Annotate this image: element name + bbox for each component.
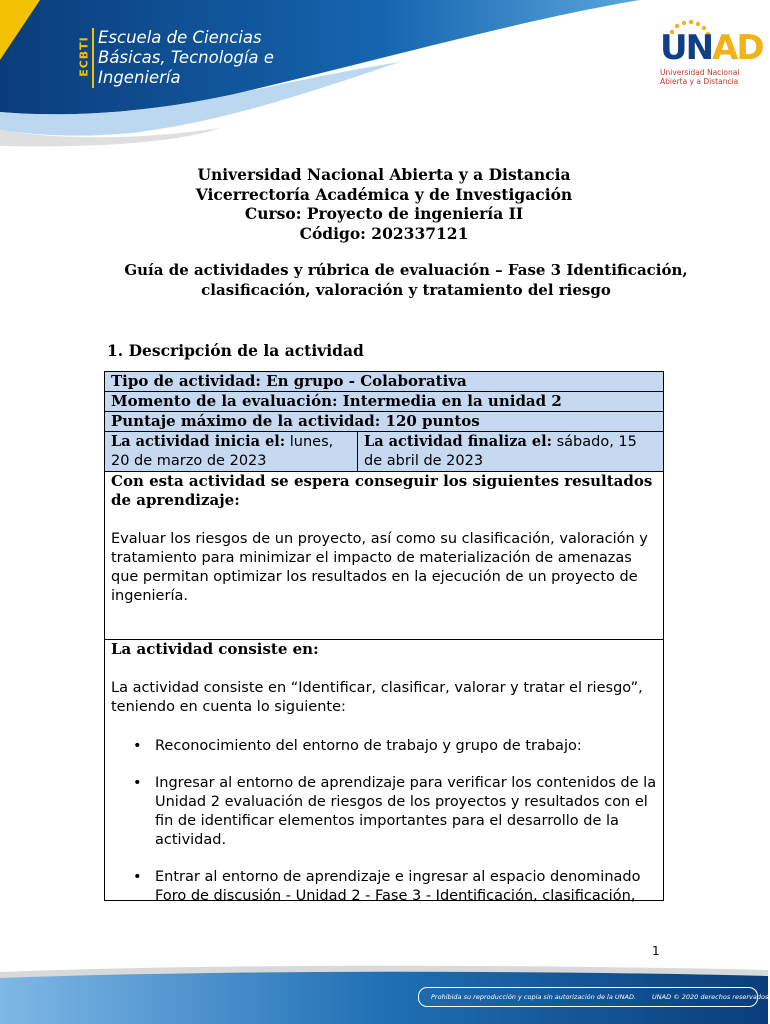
activity-description-heading: La actividad consiste en: [111,640,319,658]
vicerrectoria-title: Vicerrectoría Académica y de Investigación [195,184,573,204]
footer-notice: Prohibida su reproducción y copia sin autorización de la UNAD. [431,993,637,1001]
learning-outcomes-heading: Con esta actividad se espera conseguir los siguientes resultados de aprendizaje: [111,472,653,509]
course-title: Curso: Proyecto de ingeniería II [244,204,524,223]
start-date-value: lunes, 20 de marzo de 2023 [111,434,334,469]
start-date-cell [105,432,358,471]
logo-subtitle-line: Universidad Nacional [660,68,740,77]
activity-steps-list [111,737,657,906]
max-score-row: Puntaje máximo de la actividad: 120 puntos [105,412,663,432]
ecbti-badge [78,28,94,88]
learning-outcomes-cell [105,472,663,640]
page-number: 1 [652,944,660,958]
section-heading: 1. Descripción de la actividad [107,341,364,360]
guide-title: Guía de actividades y rúbrica de evaluación – Fase 3 Identificación, clasificación, valoración y tratamiento del riesgo [124,261,688,299]
logo-wordmark [660,28,763,68]
logo-letter-n: N [685,28,713,68]
school-name-line: Escuela de Ciencias [98,28,262,47]
document-titles [0,165,768,243]
logo-subtitle [660,68,739,86]
logo-letter-u: U [660,28,686,68]
list-item: • Reconocimiento del entorno de trabajo y grupo de trabajo: [155,737,657,756]
ecbti-acronym: ECBTI [77,36,91,77]
logo-letters-ad: AD [712,28,763,68]
activity-type-row: Tipo de actividad: En grupo - Colaborativa [105,372,663,392]
learning-outcomes-text: Evaluar los riesgos de un proyecto, así como su clasificación, valoración y tratamiento para minimizar el impacto de materialización de amenazas que permitan optimizar los resultados en la ejecución de un proyecto de ingeniería. [111,531,648,604]
course-code: Código: 202337121 [299,223,469,243]
end-date-value: sábado, 15 de abril de 2023 [364,434,637,469]
footer-legal-box [418,987,770,1007]
page-footer [0,962,768,1024]
activity-table [104,371,664,904]
evaluation-moment-row: Momento de la evaluación: Intermedia en la unidad 2 [105,392,663,412]
activity-description-cell [105,640,663,906]
unad-logo [652,18,763,98]
school-name-line: Ingeniería [98,68,181,87]
activity-description-intro: La actividad consiste en “Identificar, clasificar, valorar y tratar el riesgo”, teniendo en cuenta lo siguiente: [111,680,643,715]
footer-copyright: UNAD © 2020 derechos reservados. [652,993,770,1001]
school-name-line: Básicas, Tecnología e [98,48,274,67]
list-item: • Ingresar al entorno de aprendizaje para verificar los contenidos de la Unidad 2 evaluación de riesgos de los proyectos y resultados con el fin de identificar elementos importantes para el desarrollo de la actividad. [155,774,657,850]
end-date-label: La actividad finaliza el: [364,433,552,450]
dates-row [105,432,663,472]
logo-subtitle-line: Abierta y a Distancia [660,77,739,86]
footer-divider [641,988,648,1006]
start-date-label: La actividad inicia el: [111,433,286,450]
list-item: • Entrar al entorno de aprendizaje e ingresar al espacio denominado Foro de discusión - Unidad 2 - Fase 3 - Identificación, clasificación, [155,868,657,906]
page-header [0,0,768,150]
end-date-cell [358,432,663,471]
school-name [98,28,274,88]
university-title: Universidad Nacional Abierta y a Distancia [197,165,571,184]
